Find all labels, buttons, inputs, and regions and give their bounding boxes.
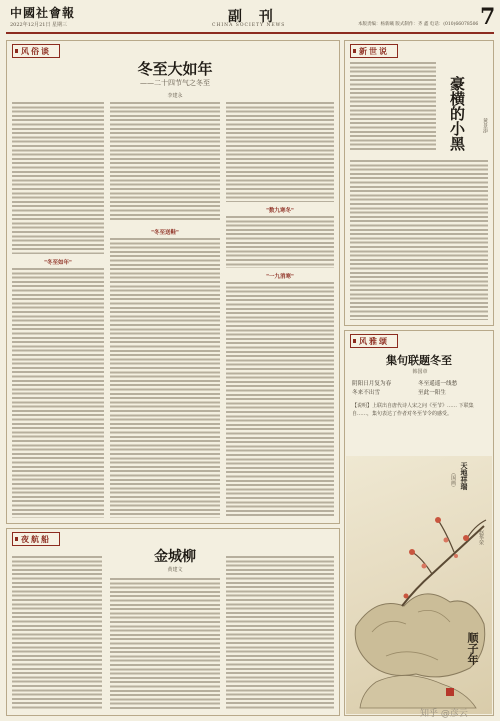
article-body-customs-a — [12, 102, 104, 254]
column-tag-customs: 风俗谈 — [12, 44, 60, 58]
issue-date: 2022年12月21日 星期三 — [10, 22, 68, 28]
article-body-customs-c — [110, 102, 220, 222]
headline-jincheng-willow: 金城柳 — [154, 549, 196, 565]
headline-winter-solstice: 冬至大如年 — [137, 60, 213, 78]
paper-name: 中國社會報 — [10, 6, 76, 20]
column-tag-fengyasong: 风雅颂 — [350, 334, 398, 348]
headline-xiaohei: 豪横的小黑 — [448, 76, 466, 151]
poem-line: 冬至遥遥一线愁 — [418, 381, 458, 387]
painting-artist: 赵华荣 — [478, 530, 484, 545]
subhead-dongzhi-songxie: "冬至送鞋" — [151, 230, 179, 236]
author-couplet: 韩国章 — [412, 369, 428, 375]
couplet-note: 【说明】上联出自唐代诗人宋之问《至节》…… 下联集自……，集句表达了作者对冬至节令的感受。 — [352, 403, 474, 417]
article-body-willow-a — [12, 556, 102, 710]
section-title: 副 刊 — [228, 9, 279, 25]
poem-line: 阴阳日月复为春 — [352, 381, 392, 387]
couplet-poem — [352, 380, 488, 398]
painting-subtitle: （国画） — [450, 470, 456, 490]
subhead-yijiu-xiaohan: "一九消寒" — [266, 274, 294, 280]
poem-line: 冬来不出雪 — [352, 390, 380, 396]
article-body-xiaohei-b — [350, 160, 488, 320]
column-tag-night-boat: 夜航船 — [12, 532, 60, 546]
editor-line: 本版责编：杨新曦 版式制作：齐 鑫 电话：(010)66078506 — [358, 22, 479, 27]
article-body-customs-e — [226, 102, 334, 202]
column-tag-new-shishuo: 新世说 — [350, 44, 398, 58]
section-english: CHINA SOCIETY NEWS — [212, 23, 286, 28]
article-body-customs-d — [110, 238, 220, 518]
article-body-willow-b — [110, 578, 220, 710]
poem-line: 至此一阳生 — [418, 390, 446, 396]
masthead — [6, 4, 494, 34]
painting-tiandi-xiangrui — [346, 456, 492, 714]
article-body-customs-f — [226, 216, 334, 268]
author-customs: 李建永 — [167, 93, 183, 99]
headline-couplet: 集句联题冬至 — [386, 354, 452, 367]
calligraphy-inscription: 顺子年 — [466, 632, 479, 665]
article-body-xiaohei-a — [350, 62, 436, 152]
article-body-customs-g — [226, 282, 334, 518]
watermark-zhihu: 知乎 @彦云 — [420, 709, 468, 719]
painting-artwork — [346, 456, 492, 714]
article-body-customs-b — [12, 268, 104, 518]
author-night-boat: 黄建文 — [167, 567, 183, 573]
subtitle-solar-term: ——二十四节气之冬至 — [140, 79, 210, 87]
painting-title: 天地祥瑞 — [460, 462, 469, 490]
subhead-dongzhi-runian: "冬至如年" — [44, 260, 72, 266]
article-body-willow-c — [226, 556, 334, 710]
subhead-shujiu-handong: "数九寒冬" — [266, 208, 294, 214]
page-number: 7 — [480, 4, 496, 30]
author-xiaohei: 黄景添 — [482, 118, 488, 133]
